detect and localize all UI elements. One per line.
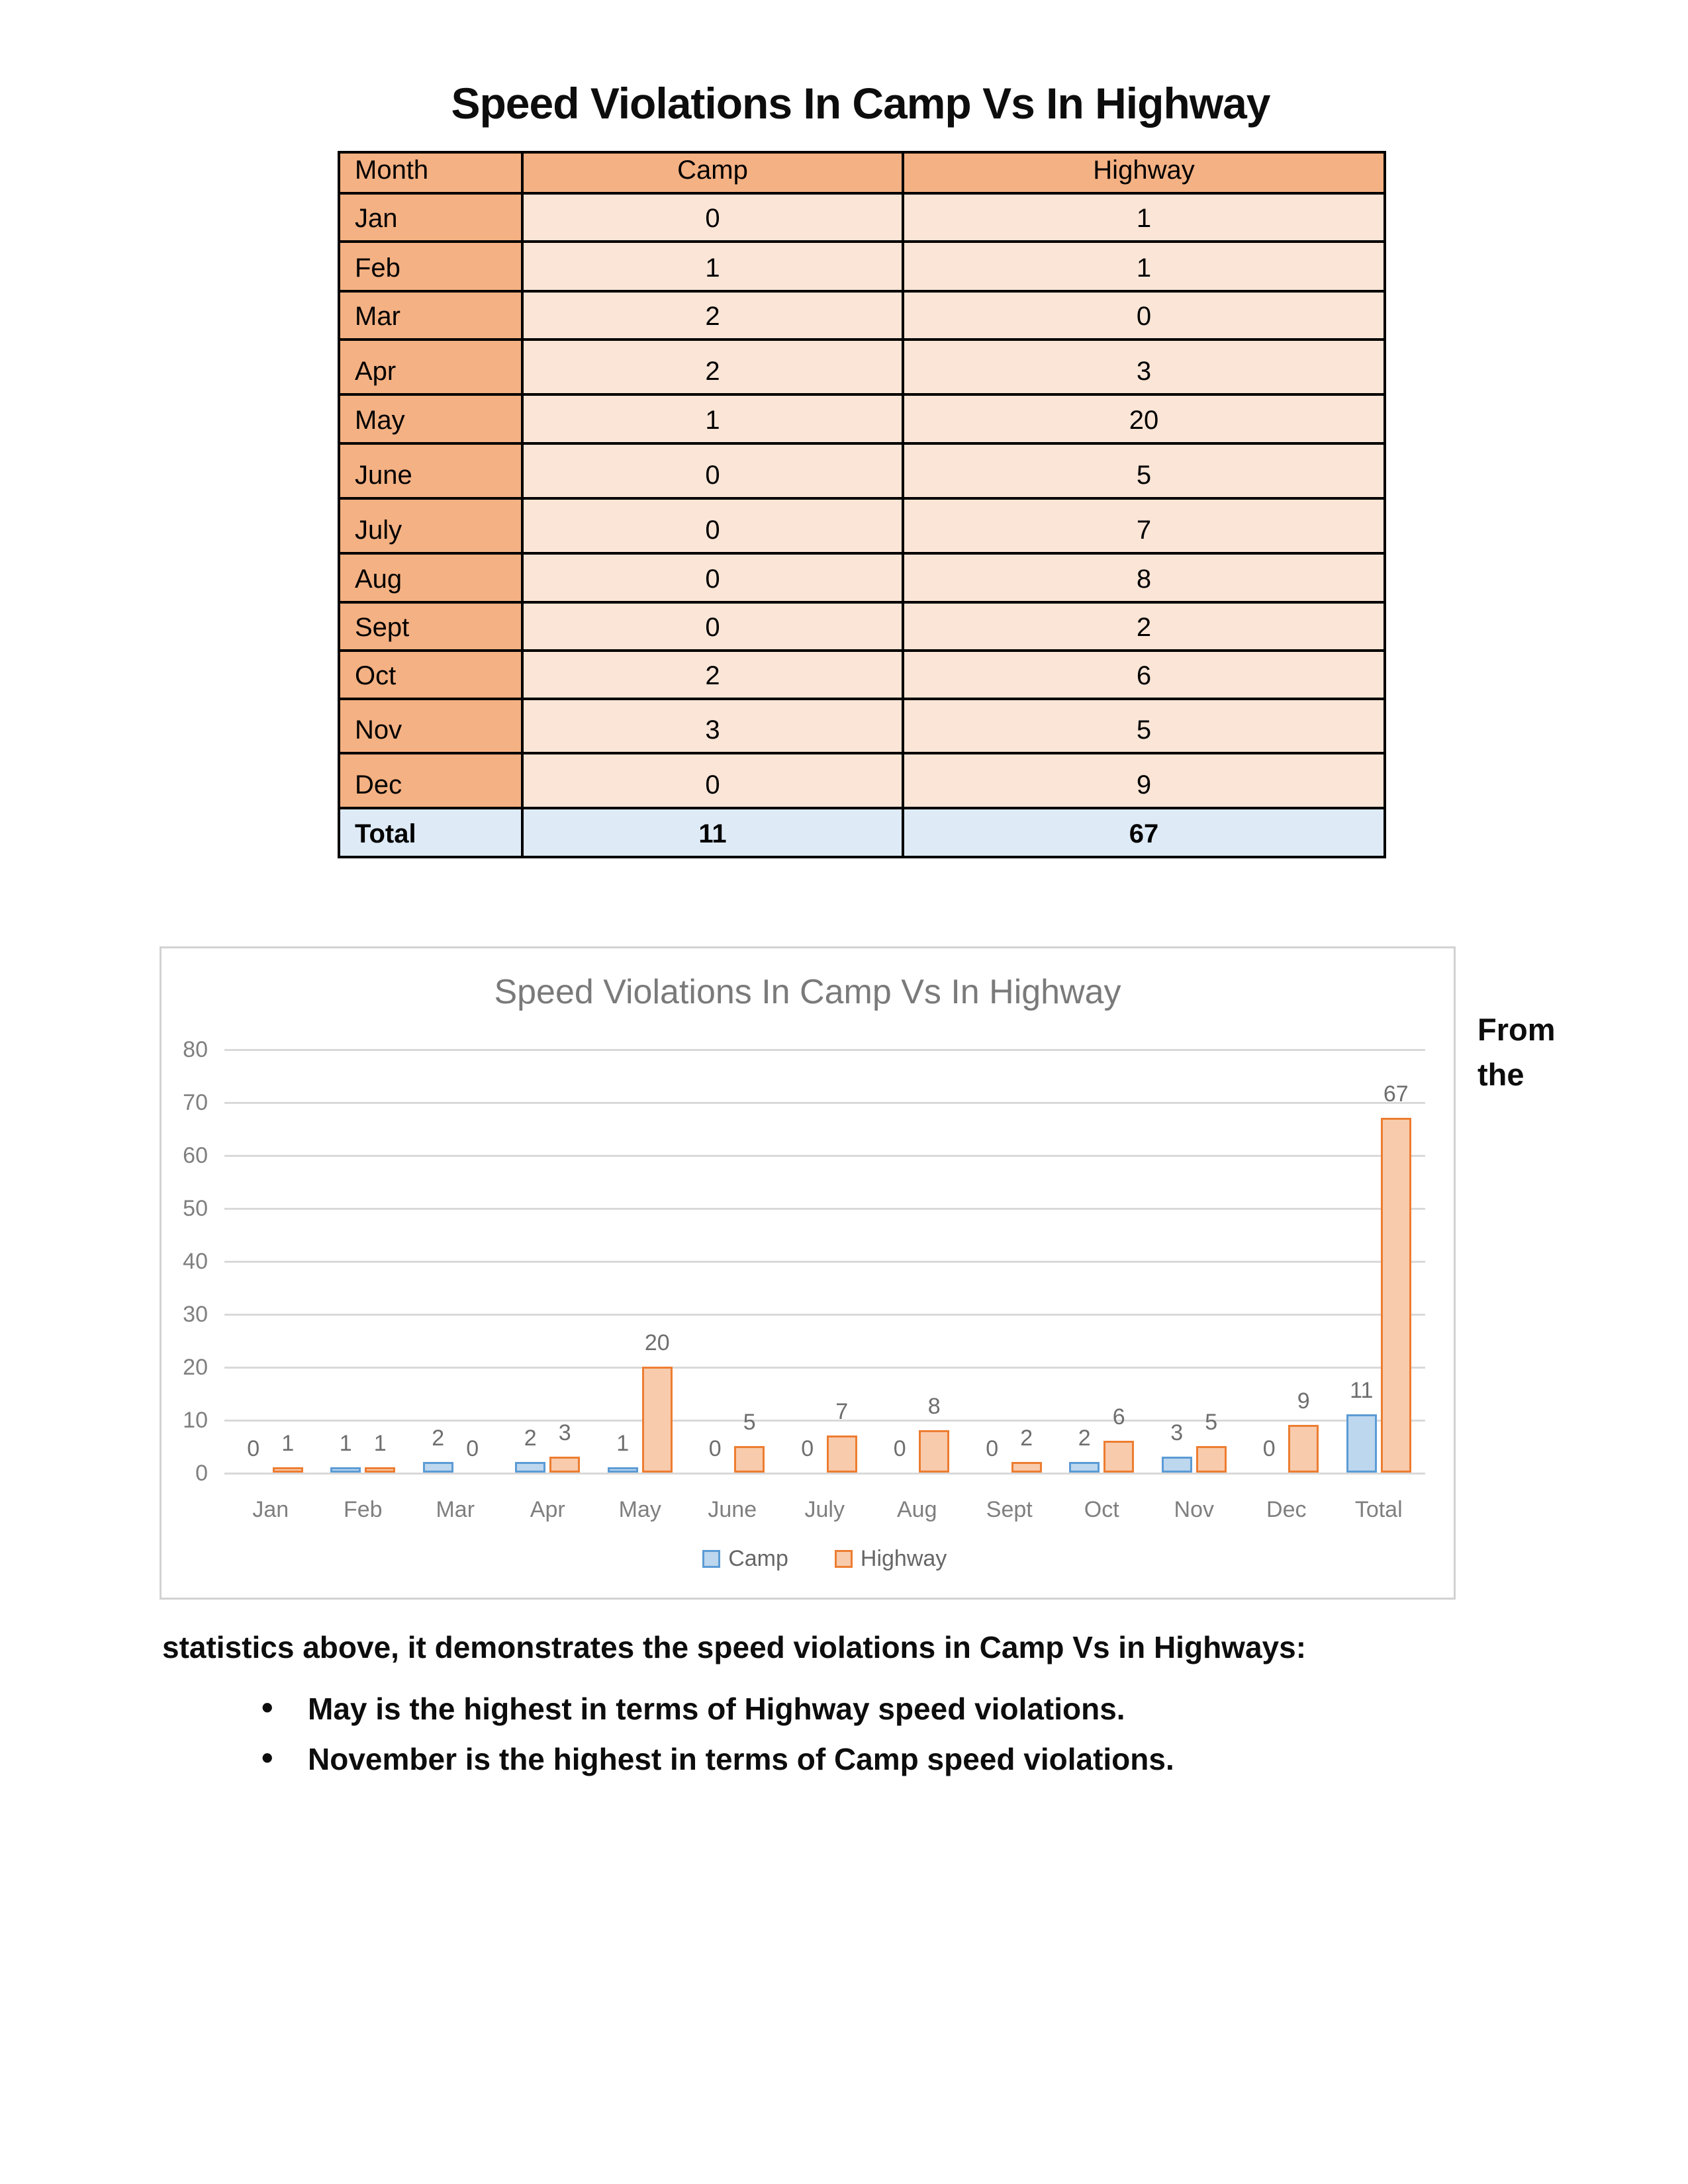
value-cell: 9: [903, 753, 1385, 808]
wrap-text: From the: [1477, 1012, 1556, 1092]
month-cell: July: [339, 498, 522, 553]
value-cell: 1: [903, 242, 1385, 291]
data-label-camp-sept: 0: [986, 1436, 999, 1461]
y-axis-label-80: 80: [183, 1037, 208, 1062]
x-axis-label-total: Total: [1354, 1497, 1403, 1522]
data-label-camp-jan: 0: [247, 1436, 260, 1461]
document-title: Speed Violations In Camp Vs In Highway: [451, 79, 1270, 128]
bar-camp-apr: [515, 1462, 545, 1473]
value-cell: 8: [903, 553, 1385, 602]
x-axis-label-mar: Mar: [436, 1497, 475, 1522]
legend-label-highway: Highway: [860, 1546, 947, 1571]
value-cell: 2: [522, 291, 903, 340]
data-label-camp-nov: 3: [1170, 1420, 1184, 1445]
table-row-oct: [339, 651, 1385, 699]
data-label-highway-oct: 6: [1112, 1404, 1125, 1430]
value-cell: 2: [522, 340, 903, 394]
bar-highway-july: [827, 1435, 857, 1473]
x-axis-label-nov: Nov: [1174, 1497, 1214, 1522]
bar-camp-may: [608, 1467, 638, 1473]
data-label-camp-oct: 2: [1078, 1426, 1091, 1451]
table-row-aug: [339, 553, 1385, 602]
bar-camp-total: [1346, 1414, 1377, 1473]
bar-highway-june: [734, 1446, 765, 1473]
column-header-month: Month: [339, 152, 522, 193]
table-row-dec: [339, 753, 1385, 808]
bar-highway-aug: [919, 1430, 949, 1473]
gridline-40: [224, 1261, 1425, 1263]
table-row-mar: [339, 291, 1385, 340]
bar-highway-dec: [1288, 1425, 1319, 1473]
table-row-jan: [339, 193, 1385, 242]
bar-highway-total: [1381, 1118, 1411, 1473]
gridline-0: [224, 1473, 1425, 1475]
data-label-highway-sept: 2: [1020, 1426, 1033, 1451]
data-label-highway-may: 20: [644, 1330, 670, 1355]
column-header-camp: Camp: [522, 152, 903, 193]
table-header-row: [339, 152, 1385, 193]
value-cell: 0: [522, 193, 903, 242]
y-axis-label-60: 60: [183, 1143, 208, 1168]
y-axis-label-0: 0: [195, 1461, 208, 1486]
bar-camp-nov: [1162, 1457, 1192, 1473]
y-axis-label-30: 30: [183, 1302, 208, 1327]
x-axis-label-sept: Sept: [986, 1497, 1033, 1522]
month-cell: Jan: [339, 193, 522, 242]
x-axis-label-june: June: [708, 1497, 757, 1522]
summary-paragraph: statistics above, it demonstrates the speed violations in Camp Vs in Highways:: [162, 1630, 1307, 1664]
gridline-50: [224, 1208, 1425, 1210]
data-label-highway-jan: 1: [281, 1431, 295, 1456]
data-label-camp-feb: 1: [339, 1431, 352, 1456]
value-cell: 0: [522, 553, 903, 602]
x-axis-label-aug: Aug: [897, 1497, 937, 1522]
x-axis-label-feb: Feb: [343, 1497, 383, 1522]
data-label-highway-total: 67: [1383, 1081, 1409, 1107]
bar-highway-jan: [273, 1467, 303, 1473]
bullet-item: • May is the highest in terms of Highway speed violations.: [308, 1692, 1174, 1726]
table-row-apr: [339, 340, 1385, 394]
bar-highway-apr: [549, 1457, 580, 1473]
month-cell: Aug: [339, 553, 522, 602]
value-cell: 0: [522, 602, 903, 651]
month-cell: June: [339, 443, 522, 498]
column-header-highway: Highway: [903, 152, 1385, 193]
gridline-20: [224, 1367, 1425, 1369]
data-label-camp-aug: 0: [893, 1436, 906, 1461]
value-cell: 1: [522, 394, 903, 443]
legend-label-camp: Camp: [728, 1546, 788, 1571]
data-label-highway-nov: 5: [1205, 1410, 1218, 1435]
data-label-highway-mar: 0: [466, 1436, 479, 1461]
bullet-list: [308, 1692, 1174, 1792]
value-cell: 0: [522, 443, 903, 498]
x-axis-label-jan: Jan: [252, 1497, 289, 1522]
data-label-camp-mar: 2: [432, 1426, 445, 1451]
y-axis-label-40: 40: [183, 1249, 208, 1274]
table-row-may: [339, 394, 1385, 443]
y-axis-label-50: 50: [183, 1196, 208, 1221]
month-cell: Apr: [339, 340, 522, 394]
x-axis-label-apr: Apr: [530, 1497, 565, 1522]
month-cell: May: [339, 394, 522, 443]
table-row-sept: [339, 602, 1385, 651]
bullet-item: • November is the highest in terms of Camp speed violations.: [308, 1742, 1174, 1776]
y-axis-label-10: 10: [183, 1408, 208, 1433]
value-cell: 5: [903, 443, 1385, 498]
bar-camp-feb: [330, 1467, 361, 1473]
data-label-camp-dec: 0: [1262, 1436, 1276, 1461]
y-axis-label-70: 70: [183, 1090, 208, 1115]
data-label-camp-total: 11: [1350, 1378, 1374, 1403]
legend-item-highway: [835, 1546, 947, 1572]
table-row-feb: [339, 242, 1385, 291]
value-cell: 7: [903, 498, 1385, 553]
x-axis-label-oct: Oct: [1084, 1497, 1119, 1522]
month-cell: Nov: [339, 699, 522, 753]
month-cell: Feb: [339, 242, 522, 291]
month-cell: Mar: [339, 291, 522, 340]
value-cell: 2: [522, 651, 903, 699]
y-axis-label-20: 20: [183, 1355, 208, 1380]
gridline-80: [224, 1049, 1425, 1051]
value-cell: 1: [903, 193, 1385, 242]
data-label-camp-apr: 2: [524, 1426, 537, 1451]
x-axis-label-dec: Dec: [1266, 1497, 1307, 1522]
chart-legend: [224, 1546, 1425, 1572]
total-label-cell: Total: [339, 808, 522, 857]
total-value-cell: 11: [522, 808, 903, 857]
value-cell: 0: [522, 753, 903, 808]
table-total-row: [339, 808, 1385, 857]
data-label-highway-june: 5: [743, 1410, 756, 1435]
value-cell: 6: [903, 651, 1385, 699]
data-label-camp-june: 0: [708, 1436, 722, 1461]
bar-highway-feb: [365, 1467, 395, 1473]
data-label-highway-july: 7: [835, 1399, 849, 1424]
x-axis-label-may: May: [618, 1497, 661, 1522]
legend-swatch-highway: [835, 1550, 853, 1568]
data-label-camp-may: 1: [616, 1431, 630, 1456]
bar-camp-oct: [1069, 1462, 1100, 1473]
table-row-july: [339, 498, 1385, 553]
legend-item-camp: [702, 1546, 788, 1572]
table-row-june: [339, 443, 1385, 498]
bar-highway-may: [642, 1367, 673, 1473]
bar-highway-oct: [1103, 1441, 1134, 1473]
data-label-highway-dec: 9: [1297, 1388, 1310, 1414]
gridline-70: [224, 1102, 1425, 1104]
month-cell: Dec: [339, 753, 522, 808]
value-cell: 2: [903, 602, 1385, 651]
data-label-highway-apr: 3: [558, 1420, 571, 1445]
month-cell: Sept: [339, 602, 522, 651]
value-cell: 20: [903, 394, 1385, 443]
data-label-camp-july: 0: [801, 1436, 814, 1461]
table-header: [339, 152, 1385, 193]
bar-highway-nov: [1196, 1446, 1227, 1473]
value-cell: 0: [522, 498, 903, 553]
table-row-nov: [339, 699, 1385, 753]
gridline-30: [224, 1314, 1425, 1316]
gridline-60: [224, 1155, 1425, 1157]
value-cell: 1: [522, 242, 903, 291]
embedded-bar-chart[interactable]: [160, 946, 1456, 1600]
total-value-cell: 67: [903, 808, 1385, 857]
month-cell: Oct: [339, 651, 522, 699]
bar-camp-mar: [423, 1462, 453, 1473]
legend-swatch-camp: [702, 1550, 720, 1568]
value-cell: 5: [903, 699, 1385, 753]
data-label-highway-aug: 8: [927, 1394, 941, 1419]
bar-highway-sept: [1011, 1462, 1042, 1473]
x-axis-label-july: July: [804, 1497, 845, 1522]
data-label-highway-feb: 1: [373, 1431, 387, 1456]
value-cell: 3: [903, 340, 1385, 394]
speed-violations-table: [338, 151, 1386, 858]
value-cell: 0: [903, 291, 1385, 340]
value-cell: 3: [522, 699, 903, 753]
chart-title: Speed Violations In Camp Vs In Highway: [494, 973, 1121, 1011]
